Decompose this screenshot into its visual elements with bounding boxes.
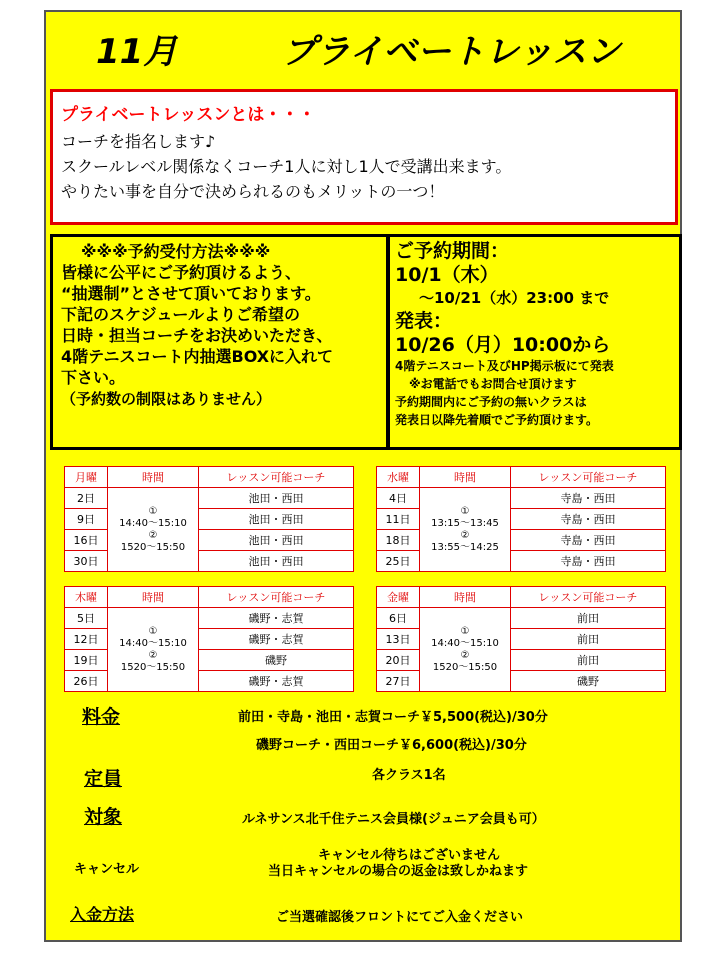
date-cell: 20日 [377,650,420,671]
first-come-note: 予約期間内にご予約の無いクラスは [395,395,587,409]
slot-number: ② [148,649,158,661]
schedule-table-friday [376,586,666,692]
slot-time: 13:15～13:45 [431,517,499,529]
reservation-method-line: 下記のスケジュールよりご希望の [61,305,301,324]
slot-time: 1520～15:50 [432,661,498,673]
date-cell: 6日 [377,608,420,629]
date-cell: 30日 [65,551,108,572]
reservation-method-box [50,234,390,450]
slot-number: ① [148,625,158,637]
date-cell: 9日 [65,509,108,530]
reservation-method-line: 皆様に公平にご予約頂けるよう、 [61,263,302,282]
cancel-label: キャンセル [74,862,140,877]
slot-number: ② [460,649,470,661]
coach-cell: 池田・西田 [199,488,354,509]
coach-cell: 磯野・志賀 [199,629,354,650]
time-header: 時間 [420,587,511,608]
slot-time: 1520～15:50 [120,541,186,553]
coach-cell: 前田 [511,608,666,629]
about-line: コーチを指名します♪ [61,132,216,151]
slot-time: 14:40～15:10 [119,517,187,529]
coach-header: レッスン可能コーチ [199,587,354,608]
announce-place: 4階テニスコート及びHP掲示板にて発表 [395,359,614,373]
period-end: ～10/21（水）23:00 まで [419,289,610,307]
coach-cell: 前田 [511,629,666,650]
coach-cell: 池田・西田 [199,509,354,530]
time-header: 時間 [420,467,511,488]
slot-number: ① [148,505,158,517]
coach-cell: 磯野 [199,650,354,671]
fees-line: 前田・寺島・池田・志賀コーチ￥5,500(税込)/30分 [238,710,548,725]
target-value: ルネサンス北千住テニス会員様(ジュニア会員も可） [242,812,545,827]
reservation-method-line: “抽選制”とさせて頂いております。 [61,284,321,303]
coach-cell: 前田 [511,650,666,671]
period-start: 10/1（木） [395,264,499,286]
date-cell: 4日 [377,488,420,509]
time-slots [108,608,199,692]
fees-label: 料金 [82,706,121,728]
slot-time: 13:55～14:25 [431,541,499,553]
about-title: プライベートレッスンとは・・・ [61,105,316,125]
time-header: 時間 [108,467,199,488]
coach-cell: 池田・西田 [199,551,354,572]
coach-cell: 寺島・西田 [511,488,666,509]
coach-cell: 磯野・志賀 [199,671,354,692]
target-label: 対象 [84,806,123,828]
capacity-label: 定員 [84,768,123,790]
date-cell: 26日 [65,671,108,692]
coach-header: レッスン可能コーチ [511,467,666,488]
slot-time: 14:40～15:10 [431,637,499,649]
cancel-line: キャンセル待ちはございません [318,848,501,863]
coach-cell: 磯野 [511,671,666,692]
date-cell: 2日 [65,488,108,509]
slot-number: ① [460,505,470,517]
slot-number: ① [460,625,470,637]
reservation-limit-note: （予約数の制限はありません） [61,390,272,408]
date-cell: 18日 [377,530,420,551]
time-header: 時間 [108,587,199,608]
slot-number: ② [460,529,470,541]
capacity-value: 各クラス1名 [372,768,446,783]
reservation-method-heading: ※※※予約受付方法※※※ [81,242,271,261]
coach-cell: 寺島・西田 [511,551,666,572]
day-header: 木曜 [65,587,108,608]
coach-cell: 磯野・志賀 [199,608,354,629]
about-line: やりたい事を自分で決められるのもメリットの一つ！ [61,182,445,201]
reservation-period-box [386,234,682,450]
coach-cell: 寺島・西田 [511,530,666,551]
phone-inquiry-note: ※お電話でもお問合せ頂けます [409,377,577,391]
day-header: 金曜 [377,587,420,608]
date-cell: 5日 [65,608,108,629]
month-title: 11月 [96,32,178,72]
coach-cell: 池田・西田 [199,530,354,551]
reservation-method-line: 日時・担当コーチをお決めいただき、 [61,326,333,345]
time-slots [420,488,511,572]
coach-header: レッスン可能コーチ [199,467,354,488]
about-box [50,89,678,225]
time-slots [108,488,199,572]
schedule-table-monday [64,466,354,572]
coach-cell: 寺島・西田 [511,509,666,530]
schedule-table-wednesday [376,466,666,572]
date-cell: 13日 [377,629,420,650]
announce-date: 10/26（月）10:00から [395,334,611,356]
title-bar [46,12,680,87]
reservation-method-line: 4階テニスコート内抽選BOXに入れて [61,347,334,366]
first-come-note: 発表日以降先着順でご予約頂けます。 [395,413,599,427]
fees-line: 磯野コーチ・西田コーチ￥6,600(税込)/30分 [256,738,527,753]
day-header: 水曜 [377,467,420,488]
slot-time: 14:40～15:10 [119,637,187,649]
date-cell: 19日 [65,650,108,671]
slot-number: ② [148,529,158,541]
cancel-line: 当日キャンセルの場合の返金は致しかねます [268,864,529,879]
payment-label: 入金方法 [70,905,135,924]
date-cell: 11日 [377,509,420,530]
schedule-table-thursday [64,586,354,692]
time-slots [420,608,511,692]
page-title: プライベートレッスン [282,32,621,72]
date-cell: 16日 [65,530,108,551]
payment-value: ご当選確認後フロントにてご入金ください [276,910,524,925]
about-line: スクールレベル関係なくコーチ1人に対し1人で受講出来ます。 [61,157,512,176]
period-label: ご予約期間： [395,240,510,262]
date-cell: 25日 [377,551,420,572]
reservation-method-line: 下さい。 [61,368,126,387]
date-cell: 12日 [65,629,108,650]
announce-label: 発表： [395,310,453,332]
date-cell: 27日 [377,671,420,692]
slot-time: 1520～15:50 [120,661,186,673]
flyer-sheet [44,10,682,942]
day-header: 月曜 [65,467,108,488]
coach-header: レッスン可能コーチ [511,587,666,608]
